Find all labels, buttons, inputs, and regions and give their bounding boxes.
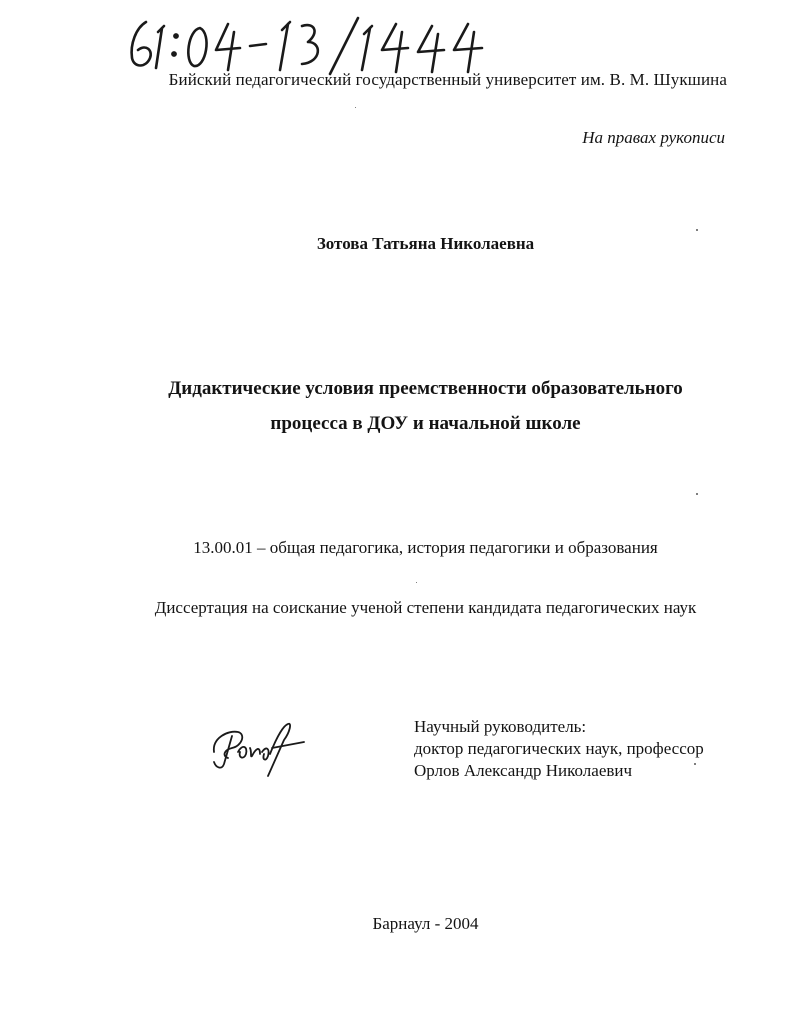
title-line-1: Дидактические условия преемственности образовательного — [168, 378, 683, 399]
scan-speck — [696, 229, 698, 231]
title-line-2: процесса в ДОУ и начальной школе — [270, 413, 581, 434]
author-name: Зотова Татьяна Николаевна — [316, 234, 535, 253]
supervisor-block — [414, 716, 704, 782]
city-year: Барнаул - 2004 — [372, 914, 479, 933]
university-name: Бийский педагогический государственный университет им. В. М. Шукшина — [168, 70, 727, 89]
scan-speck — [416, 582, 417, 583]
supervisor-label: Научный руководитель: — [414, 717, 587, 736]
degree-statement: Диссертация на соискание ученой степени кандидата педагогических наук — [154, 598, 697, 617]
handwritten-archive-number — [118, 14, 498, 76]
manuscript-note: На правах рукописи — [582, 128, 725, 147]
dissertation-title — [0, 371, 791, 441]
signature-image — [208, 718, 308, 788]
supervisor-rank: доктор педагогических наук, профессор — [414, 739, 704, 758]
scan-speck — [696, 493, 698, 495]
specialty-code: 13.00.01 – общая педагогика, история педагогики и образования — [193, 538, 658, 557]
supervisor-name: Орлов Александр Николаевич — [414, 761, 633, 780]
scan-speck — [355, 107, 356, 108]
scan-speck — [694, 763, 696, 765]
